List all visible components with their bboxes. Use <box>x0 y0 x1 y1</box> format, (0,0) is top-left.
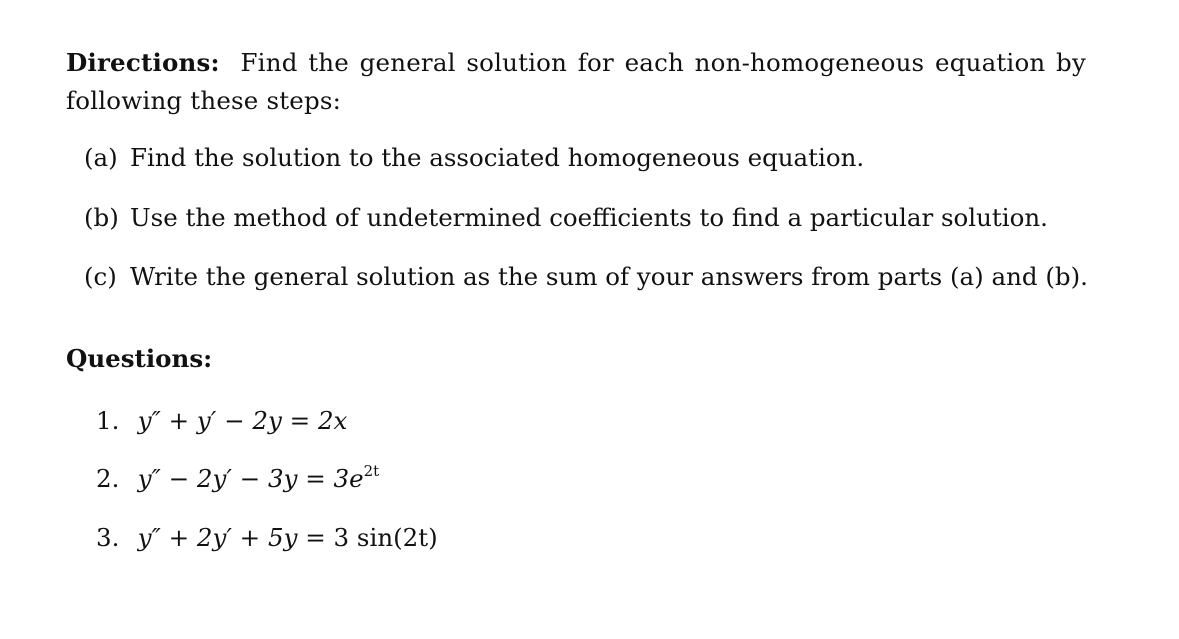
questions-heading: Questions: <box>66 344 213 373</box>
equation: y″ + 2y′ + 5y = 3 sin(2t) <box>137 523 438 552</box>
equation-rhs: 3 sin(2t) <box>333 523 438 552</box>
equation-lhs: y″ + 2y′ + 5y <box>137 523 298 552</box>
equation: $y'' - 2y' - 3y = 3e^{2t}$ <box>137 462 380 493</box>
step-c <box>84 262 1088 292</box>
question-number: 1. <box>96 406 120 435</box>
question-3 <box>96 523 438 553</box>
step-b <box>84 203 1048 233</box>
equation-rhs-exponent: 2t <box>363 462 380 480</box>
step-text: Find the solution to the associated homogeneous equation. <box>130 143 865 172</box>
question-2 <box>96 464 379 494</box>
step-text: Write the general solution as the sum of your answers from parts (a) and (b). <box>130 262 1088 291</box>
equation-rhs: 2x <box>317 406 348 435</box>
step-marker: (a) <box>84 143 118 172</box>
directions-paragraph <box>66 44 1086 120</box>
question-number: 2. <box>96 464 120 493</box>
directions-heading: Directions: <box>66 48 220 77</box>
step-marker: (b) <box>84 203 119 232</box>
equation: y″ + y′ − 2y = 2x <box>137 406 348 435</box>
step-a <box>84 143 864 173</box>
question-1 <box>96 406 347 436</box>
step-marker: (c) <box>84 262 117 291</box>
question-number: 3. <box>96 523 120 552</box>
equation-lhs: y″ − 2y′ − 3y <box>137 464 298 493</box>
equation-lhs: y″ + y′ − 2y <box>137 406 282 435</box>
equation-rhs-base: 3e <box>333 464 364 493</box>
step-text: Use the method of undetermined coefficients to find a particular solution. <box>130 203 1048 232</box>
directions-text: Find the general solution for each non-homogeneous equation by following these steps: <box>66 48 1086 115</box>
